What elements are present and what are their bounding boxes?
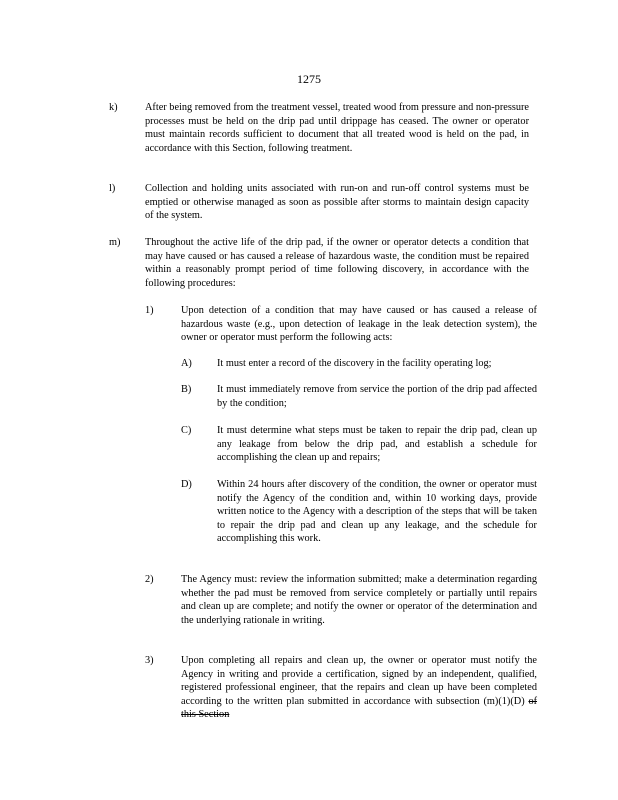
subsection-1-label: 1) (145, 305, 154, 316)
subsection-1-text: Upon detection of a condition that may have caused or has caused a release of hazardous waste (e.g., upon detection of leakage in the leak detection system), the owner or operator must perform the following acts: (181, 305, 537, 344)
subsection-2-label: 2) (145, 574, 154, 585)
subsection-1B-text: It must immediately remove from service the portion of the drip pad affected by the condition; (217, 384, 537, 409)
section-k-text: After being removed from the treatment vessel, treated wood from pressure and non-pressure processes must be held on the drip pad until drippage has ceased. The owner or operator must maintain records sufficient to document that all treated wood is held on the pad, in accordance with this Section, following treatment. (145, 102, 529, 154)
subsection-1D-text: Within 24 hours after discovery of the condition, the owner or operator must notify the Agency of the condition and, within 10 working days, provide written notice to the Agency with a description of the steps that will be taken to repair the drip pad and clean up any leakage, and the schedule for accomplishing this work. (217, 479, 537, 545)
subsection-2-text: The Agency must: review the information submitted; make a determination regarding whether the pad must be removed from service completely or partially until repairs and clean up are complete; and notify the owner or operator of the determination and the underlying rationale in writing. (181, 574, 537, 626)
subsection-1C-label: C) (181, 425, 192, 436)
section-m-label: m) (109, 237, 121, 248)
section-m-text: Throughout the active life of the drip pad, if the owner or operator detects a condition that may have caused or has caused a release of hazardous waste, the condition must be repaired within a reasonably prompt period of time following discovery, in accordance with the following procedures: (145, 237, 529, 289)
subsection-1D-label: D) (181, 479, 192, 490)
subsection-3-label: 3) (145, 655, 154, 666)
subsection-1B-label: B) (181, 384, 192, 395)
subsection-1C-text: It must determine what steps must be taken to repair the drip pad, clean up any leakage from below the drip pad, and establish a schedule for accomplishing the clean up and repairs; (217, 425, 537, 464)
subsection-1A-label: A) (181, 358, 192, 369)
section-l-text: Collection and holding units associated with run-on and run-off control systems must be emptied or otherwise managed as soon as possible after storms to maintain design capacity of the system. (145, 183, 529, 222)
subsection-3-text (181, 654, 537, 722)
subsection-3-body: Upon completing all repairs and clean up, the owner or operator must notify the Agency in writing and provide a certification, signed by an independent, qualified, registered professional engineer, that the repairs and clean up have been completed according to the written plan submitted in accordance with subsection (m)(1)(D) (181, 655, 537, 707)
section-l-label: l) (109, 183, 116, 194)
subsection-1A-text: It must enter a record of the discovery in the facility operating log; (217, 358, 492, 369)
page-number: 1275 (297, 72, 321, 86)
section-k-label: k) (109, 102, 118, 113)
subsection-3-struck-text: of this Section (181, 695, 538, 721)
